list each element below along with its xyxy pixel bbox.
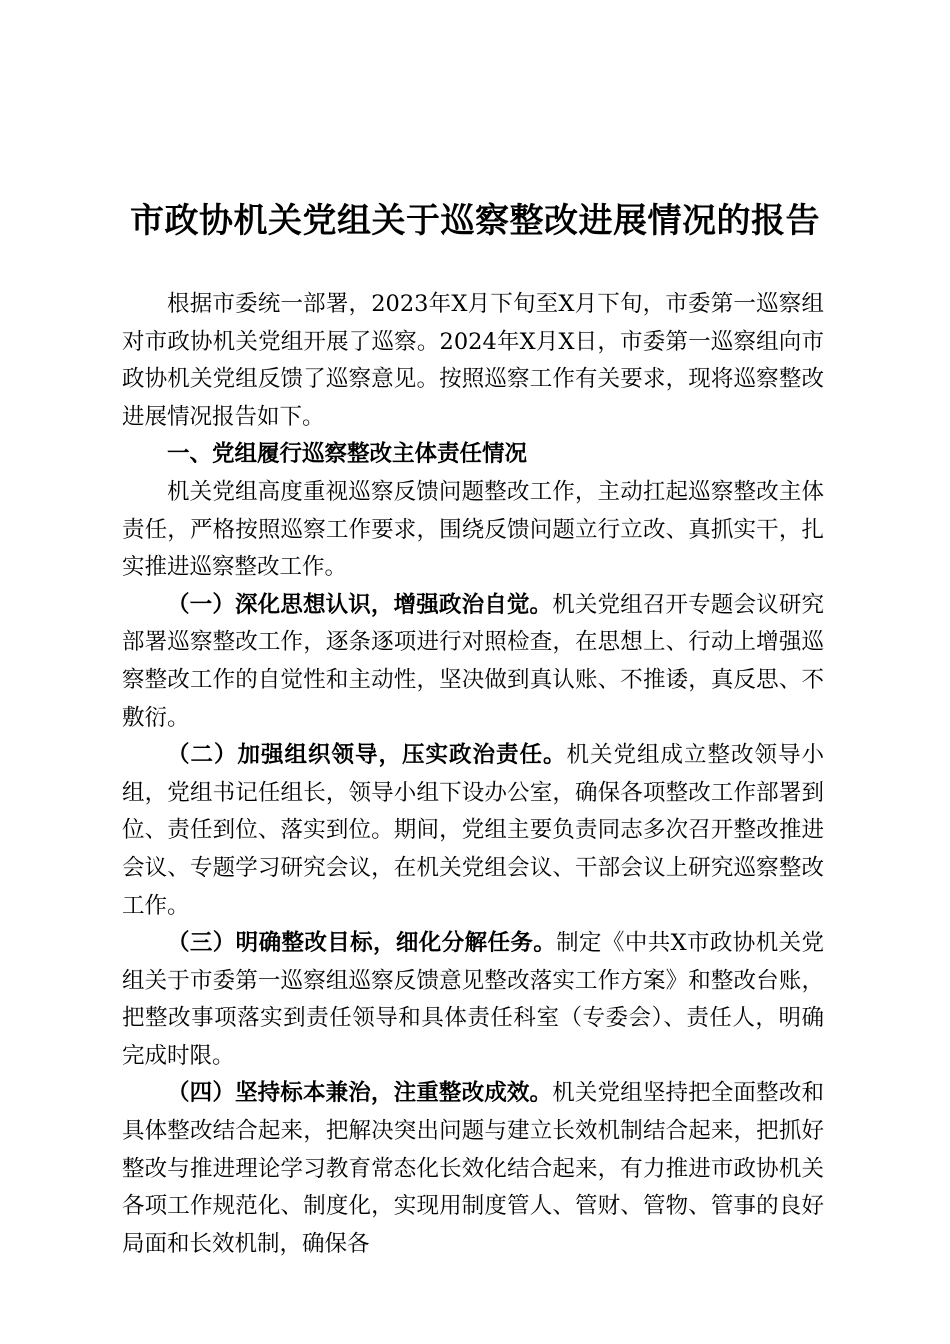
item-lead-3: （三）明确整改目标，细化分解任务。 — [167, 930, 557, 957]
item-paragraph-4 — [122, 1075, 824, 1263]
item-paragraph-1 — [122, 587, 824, 737]
item-paragraph-2 — [122, 737, 824, 925]
document-title: 市政协机关党组关于巡察整改进展情况的报告 — [130, 201, 820, 241]
item-text-1: 机关党组召开专题会议研究部署巡察整改工作，逐条逐项进行对照检查，在思想上、行动上增强巡察整改工作的自觉性和主动性，坚决做到真认账、不推诿，真反思、不敷衍。 — [122, 591, 824, 731]
section-heading: 一、党组履行巡察整改主体责任情况 — [167, 441, 528, 468]
item-text-4: 机关党组坚持把全面整改和具体整改结合起来，把解决突出问题与建立长效机制结合起来，把抓好整改与推进理论学习教育常态化长效化结合起来，有力推进市政协机关各项工作规范化、制度化，实现用制度管人、管财、管物、管事的良好局面和长效机制，确保各 — [122, 1080, 824, 1257]
document-body — [122, 286, 824, 1263]
item-paragraph-3 — [122, 925, 824, 1075]
item-text-2: 机关党组成立整改领导小组，党组书记任组长，领导小组下设办公室，确保各项整改工作部署到位、责任到位、落实到位。期间，党组主要负责同志多次召开整改推进会议、专题学习研究会议，在机关党组会议、干部会议上研究巡察整改工作。 — [122, 742, 824, 919]
section-intro-paragraph: 机关党组高度重视巡察反馈问题整改工作，主动扛起巡察整改主体责任，严格按照巡察工作要求，围绕反馈问题立行立改、真抓实干，扎实推进巡察整改工作。 — [122, 478, 824, 581]
item-text-3: 制定《中共X市政协机关党组关于市委第一巡察组巡察反馈意见整改落实工作方案》和整改台账，把整改事项落实到责任领导和具体责任科室（专委会）、责任人，明确完成时限。 — [122, 930, 824, 1069]
intro-paragraph: 根据市委统一部署，2023年X月下旬至X月下旬，市委第一巡察组对市政协机关党组开展了巡察。2024年X月X日，市委第一巡察组向市政协机关党组反馈了巡察意见。按照巡察工作有关要求，现将巡察整改进展情况报告如下。 — [122, 291, 824, 430]
item-lead-4: （四）坚持标本兼治，注重整改成效。 — [167, 1080, 553, 1107]
item-lead-1: （一）深化思想认识，增强政治自觉。 — [167, 591, 553, 618]
item-lead-2: （二）加强组织领导，压实政治责任。 — [167, 742, 567, 769]
